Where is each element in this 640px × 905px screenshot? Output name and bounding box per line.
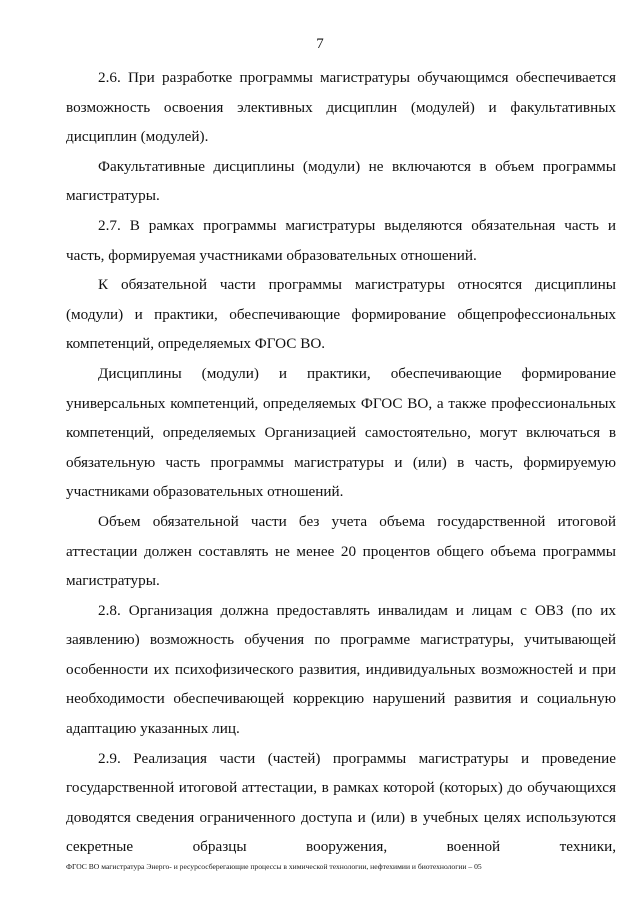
paragraph-mandatory-part: К обязательной части программы магистратуры относятся дисциплины (модули) и практики, обеспечивающие формирование общепрофессиональных компетенций, определяемых ФГОС ВО. — [66, 276, 616, 353]
document-body — [66, 63, 616, 862]
paragraph-competencies: Дисциплины (модули) и практики, обеспечивающие формирование универсальных компетенций, определяемых ФГОС ВО, а также профессиональных компетенций, определяемых Организацией самостоятельно, могут включаться в обязательную часть программы магистратуры и (или) в часть, формируемую участниками образовательных отношений. — [66, 364, 616, 501]
paragraph-2-7: 2.7. В рамках программы магистратуры выделяются обязательная часть и часть, формируемая участниками образовательных отношений. — [66, 216, 616, 264]
paragraph-2-9: 2.9. Реализация части (частей) программы магистратуры и проведение государственной итоговой аттестации, в рамках которой (которых) до обучающихся доводятся сведения ограниченного доступа и (или) в учебных целях используются секретные образцы вооружения, военной техники, — [66, 749, 616, 856]
paragraph-electives-note: Факультативные дисциплины (модули) не включаются в объем программы магистратуры. — [66, 157, 616, 205]
paragraph-2-6: 2.6. При разработке программы магистратуры обучающимся обеспечивается возможность освоения элективных дисциплин (модулей) и факультативных дисциплин (модулей). — [66, 69, 616, 146]
page-number: 7 — [316, 36, 324, 52]
page-footer: ФГОС ВО магистратура Энерго- и ресурсосберегающие процессы в химической технологии, нефтехимии и биотехнологии – 05 — [66, 862, 482, 871]
paragraph-volume: Объем обязательной части без учета объема государственной итоговой аттестации должен составлять не менее 20 процентов общего объема программы магистратуры. — [66, 512, 616, 590]
paragraph-2-8: 2.8. Организация должна предоставлять инвалидам и лицам с ОВЗ (по их заявлению) возможность обучения по программе магистратуры, учитывающей особенности их психофизического развития, индивидуальных возможностей и при необходимости обеспечивающей коррекцию нарушений развития и социальную адаптацию указанных лиц. — [66, 601, 616, 738]
